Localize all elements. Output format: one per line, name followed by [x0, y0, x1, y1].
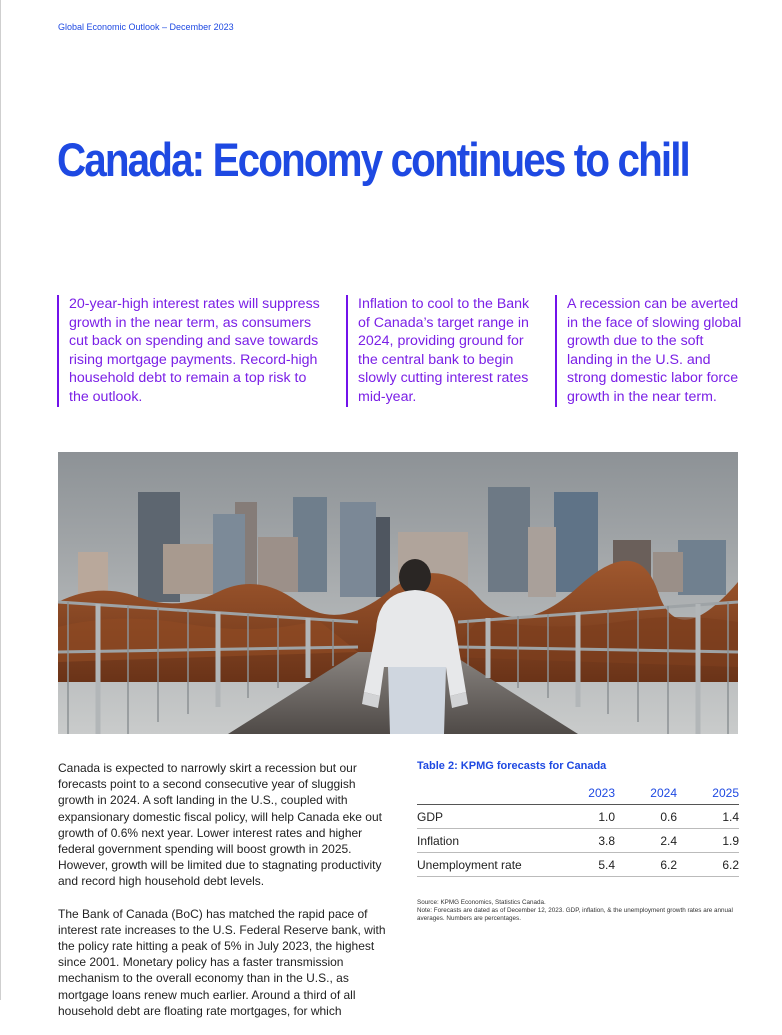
table-cell: 3.8 — [553, 829, 615, 853]
table-cell: 1.4 — [677, 805, 739, 829]
table-cell: 6.2 — [677, 853, 739, 877]
body-paragraph-1: Canada is expected to narrowly skirt a recession but our forecasts point to a second consecutive year of sluggish growth in 2024. A soft landing in the U.S., coupled with expansionary domestic fiscal policy, will help Canada eke out growth of 0.6% next year. Lower interest rates and higher federal government spending will boost growth in 2025. However, growth will be limited due to stagnating productivity and record high household debt levels. — [58, 761, 382, 889]
table-header-2025: 2025 — [677, 780, 739, 805]
body-paragraph-2: The Bank of Canada (BoC) has matched the rapid pace of interest rate increases to the U.S. Federal Reserve bank, with the policy rate hitting a peak of 5% in July 2023, the highest since 2001. Monetary policy has a faster transmission mechanism to the overall economy than in the U.S., as mortgage loans renew much earlier. Around a third of all household debt are floating rate mortgages, for which — [58, 906, 386, 1018]
table-source — [417, 899, 739, 923]
row-label: GDP — [417, 805, 553, 829]
row-label: Inflation — [417, 829, 553, 853]
forecast-table-panel — [417, 760, 739, 923]
table-header-2024: 2024 — [615, 780, 677, 805]
page-title: Canada: Economy continues to chill — [57, 133, 689, 186]
forecast-table — [417, 780, 739, 877]
table-cell: 1.9 — [677, 829, 739, 853]
page-edge-rule — [0, 0, 1, 1000]
table-header-2023: 2023 — [553, 780, 615, 805]
table-header-blank — [417, 780, 553, 805]
key-point-2: Inflation to cool to the Bank of Canada’s target range in 2024, providing ground for the central bank to begin slowly cutting interest rates mid-year. — [346, 295, 531, 407]
table-cell: 1.0 — [553, 805, 615, 829]
table-cell: 0.6 — [615, 805, 677, 829]
body-text — [58, 760, 388, 1035]
table-title: Table 2: KPMG forecasts for Canada — [417, 760, 607, 772]
key-point-1: 20-year-high interest rates will suppress growth in the near term, as consumers cut back on spending and save towards rising mortgage payments. Record-high household debt to remain a top risk to the outlook. — [57, 295, 322, 407]
note-line: Note: Forecasts are dated as of December 12, 2023. GDP, inflation, & the unemployment growth rates are annual averages. Numbers are percentages. — [417, 907, 733, 922]
table-cell: 2.4 — [615, 829, 677, 853]
table-row — [417, 829, 739, 853]
source-line: Source: KPMG Economics, Statistics Canada. — [417, 899, 546, 906]
table-cell: 5.4 — [553, 853, 615, 877]
table-row — [417, 853, 739, 877]
table-row — [417, 805, 739, 829]
table-cell: 6.2 — [615, 853, 677, 877]
running-header: Global Economic Outlook – December 2023 — [58, 22, 234, 32]
calgary-bridge-photo — [58, 452, 738, 734]
key-point-3: A recession can be averted in the face of slowing global growth due to the soft landing in the U.S. and strong domestic labor force growth in the near term. — [555, 295, 745, 407]
table-header-row — [417, 780, 739, 805]
key-points — [0, 295, 782, 405]
row-label: Unemployment rate — [417, 853, 553, 877]
